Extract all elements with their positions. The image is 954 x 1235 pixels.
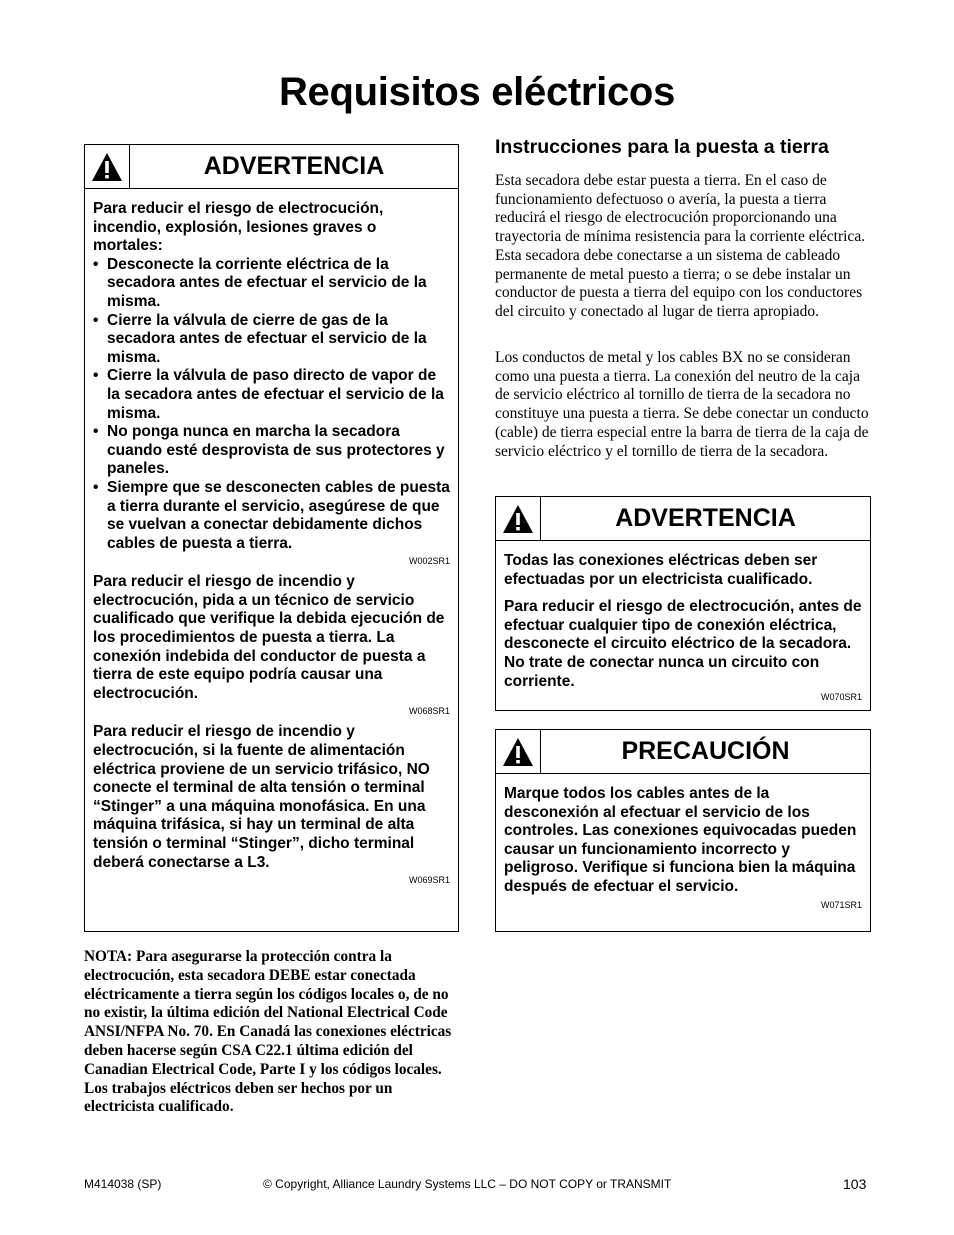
warning-paragraph: Para reducir el riesgo de electrocución, antes de efectuar cualquier tipo de conexión eléctrica, desconecte el circuito eléctrico de la secadora. No trate de conectar nunca un circuito con corriente. [504,598,862,690]
caution-body [496,774,870,923]
warning-bullet: • Cierre la válvula de cierre de gas de la secadora antes de efectuar el servicio de la misma. [93,312,450,368]
caution-title: PRECAUCIÓN [621,737,790,765]
caution-box [495,729,871,932]
warning-box-left [84,144,459,932]
warning-box-right [495,496,871,711]
caution-code: W071SR1 [820,899,862,910]
warning-triangle-icon [496,730,541,773]
grounding-paragraph-2: Los conductos de metal y los cables BX no se consideran como una puesta a tierra. La conexión del neutro de la caja de servicio eléctrico al tornillo de tierra de la secadora no constituye una puesta a tierra. Se debe conectar un conducto (cable) de tierra especial entre la barra de tierra de la caja de servicio eléctrico y el tornillo de tierra de la secadora. [495,349,869,460]
warning-paragraph: Todas las conexiones eléctricas deben ser efectuadas por un electricista cualificado. [504,552,818,588]
warning-bullet: • Desconecte la corriente eléctrica de la secadora antes de efectuar el servicio de la misma. [93,256,450,312]
warning-triangle-icon [85,145,130,188]
warning-triangle-icon [496,497,541,540]
warning-code: W069SR1 [408,875,450,886]
page-title: Requisitos eléctricos [278,70,676,114]
footer-doc-number: M414038 (SP) [84,1177,162,1191]
footer-page-number: 103 [843,1176,867,1192]
warning-header [85,145,458,189]
warning-body [85,189,458,898]
warning-paragraph: Para reducir el riesgo de incendio y electrocución, pida a un técnico de servicio cualificado que verifique la debida ejecución de los procedimientos de puesta a tierra. La conexión indebida del conductor de puesta a tierra de este equipo podría causar una electrocución. [93,573,445,702]
warning-code: W068SR1 [408,706,450,717]
warning-code: W002SR1 [408,556,450,567]
section-heading: Instrucciones para la puesta a tierra [495,136,829,158]
caution-header [496,730,870,774]
warning-body [496,541,870,715]
footer-copyright: © Copyright, Alliance Laundry Systems LLC – DO NOT COPY or TRANSMIT [263,1177,672,1191]
grounding-paragraph-1: Esta secadora debe estar puesta a tierra. En el caso de funcionamiento defectuoso o avería, la puesta a tierra reducirá el riesgo de electrocución proporcionando una trayectoria de mínima resistencia para la corriente eléctrica. Esta secadora debe conectarse a un sistema de cableado permanente de metal puesto a tierra; o se debe instalar un conductor de puesta a tierra del equipo con los conductores del circuito y conectado al lugar de tierra apropiado. [495,172,866,320]
warning-bullet: • Siempre que se desconecten cables de puesta a tierra durante el servicio, asegúrese de que se vuelvan a conectar debidamente dichos cables de puesta a tierra. [93,479,450,553]
warning-bullet: • No ponga nunca en marcha la secadora cuando esté desprovista de sus protectores y paneles. [93,423,450,479]
note-paragraph: NOTA: Para asegurarse la protección contra la electrocución, esta secadora DEBE estar conectada eléctricamente a tierra según los códigos locales o, de no no existir, la última edición del National Electrical Code ANSI/NFPA No. 70. En Canadá las conexiones eléctricas deben hacerse según CSA C22.1 última edición del Canadian Electrical Code, Parte I y los códigos locales. Los trabajos eléctricos deben ser hechos por un electricista cualificado. [84,948,452,1116]
warning-code: W070SR1 [820,692,862,703]
warning-intro: Para reducir el riesgo de electrocución, incendio, explosión, lesiones graves o mortales: [93,200,384,255]
warning-bullet: • Cierre la válvula de paso directo de vapor de la secadora antes de efectuar el servicio de la misma. [93,367,450,423]
warning-bullet-list [93,256,450,554]
warning-header [496,497,870,541]
warning-paragraph: Para reducir el riesgo de incendio y electrocución, si la fuente de alimentación eléctrica proviene de un servicio trifásico, NO conecte el terminal de alta tensión o terminal “Stinger” a una máquina monofásica. En una máquina trifásica, si hay un terminal de alta tensión o terminal “Stinger”, dicho terminal deberá conectarse a L3. [93,723,430,871]
warning-title: ADVERTENCIA [615,504,796,532]
warning-title: ADVERTENCIA [203,152,385,180]
caution-paragraph: Marque todos los cables antes de la desconexión al efectuar el servicio de los controles. Las conexiones equivocadas pueden causar un funcionamiento incorrecto y peligroso. Verifique si funciona bien la máquina después de efectuar el servicio. [504,785,857,895]
